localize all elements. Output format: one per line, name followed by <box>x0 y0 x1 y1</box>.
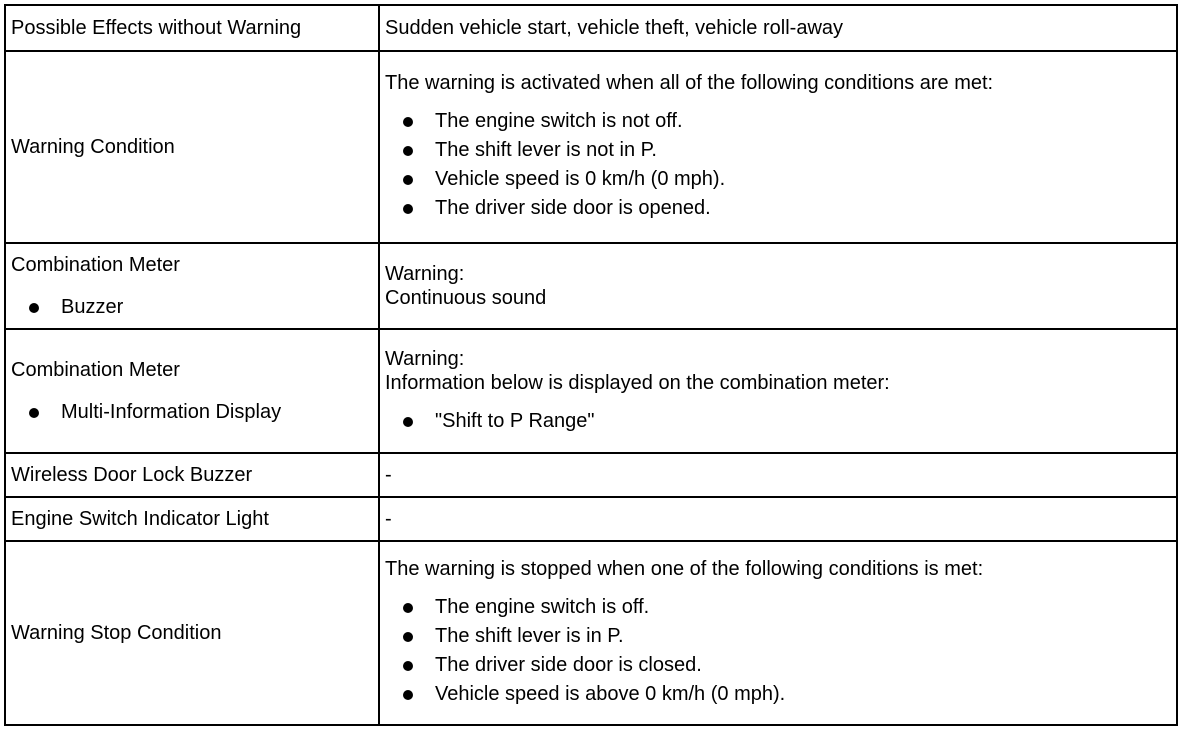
mid-info-line: Information below is displayed on the combination meter: <box>385 371 890 394</box>
stop-condition-label: Warning Stop Condition <box>5 541 379 725</box>
list-item: Vehicle speed is 0 km/h (0 mph). <box>385 165 1171 194</box>
warning-condition-list <box>385 107 1171 223</box>
mid-value-cell <box>379 329 1177 453</box>
buzzer-warning-line: Warning: <box>385 263 465 285</box>
warning-condition-label: Warning Condition <box>5 51 379 243</box>
list-item: The shift lever is in P. <box>385 622 1171 651</box>
table-row-effects <box>5 5 1177 51</box>
buzzer-sound-line: Continuous sound <box>385 287 547 309</box>
wireless-door-lock-value: - <box>379 453 1177 497</box>
mid-warning-line: Warning: <box>385 347 465 370</box>
mid-label-cell <box>5 329 379 453</box>
warning-condition-cell <box>379 51 1177 243</box>
stop-condition-intro: The warning is stopped when one of the following conditions is met: <box>385 558 984 580</box>
buzzer-value-cell <box>379 243 1177 329</box>
bullet-icon <box>403 661 413 671</box>
bullet-icon <box>403 690 413 700</box>
mid-sub-label: Multi-Information Display <box>11 400 373 424</box>
bullet-icon <box>29 303 39 313</box>
mid-message-list <box>385 407 1171 436</box>
bullet-icon <box>29 408 39 418</box>
table-row-buzzer <box>5 243 1177 329</box>
bullet-icon <box>403 417 413 427</box>
effects-label: Possible Effects without Warning <box>5 5 379 51</box>
list-item: The shift lever is not in P. <box>385 136 1171 165</box>
warning-condition-intro: The warning is activated when all of the following conditions are met: <box>385 72 994 94</box>
buzzer-label: Combination Meter <box>11 254 180 276</box>
bullet-icon <box>403 175 413 185</box>
bullet-icon <box>403 632 413 642</box>
list-item: The engine switch is not off. <box>385 107 1171 136</box>
bullet-icon <box>403 146 413 156</box>
buzzer-label-cell <box>5 243 379 329</box>
wireless-door-lock-label: Wireless Door Lock Buzzer <box>5 453 379 497</box>
table-row-warning-condition <box>5 51 1177 243</box>
list-item: The driver side door is closed. <box>385 651 1171 680</box>
bullet-icon <box>403 204 413 214</box>
effects-value: Sudden vehicle start, vehicle theft, vehicle roll-away <box>379 5 1177 51</box>
table-row-warning-stop-condition <box>5 541 1177 725</box>
table-row-engine-switch-indicator-light <box>5 497 1177 541</box>
table-row-wireless-door-lock-buzzer <box>5 453 1177 497</box>
stop-condition-cell <box>379 541 1177 725</box>
list-item: Vehicle speed is above 0 km/h (0 mph). <box>385 680 1171 709</box>
mid-label: Combination Meter <box>11 359 180 381</box>
bullet-icon <box>403 117 413 127</box>
engine-switch-light-label: Engine Switch Indicator Light <box>5 497 379 541</box>
list-item: The driver side door is opened. <box>385 194 1171 223</box>
buzzer-sub-label: Buzzer <box>11 295 373 319</box>
list-item: "Shift to P Range" <box>385 407 1171 436</box>
warning-spec-table <box>4 4 1178 726</box>
bullet-icon <box>403 603 413 613</box>
engine-switch-light-value: - <box>379 497 1177 541</box>
table-row-multi-information-display <box>5 329 1177 453</box>
stop-condition-list <box>385 593 1171 709</box>
list-item: The engine switch is off. <box>385 593 1171 622</box>
